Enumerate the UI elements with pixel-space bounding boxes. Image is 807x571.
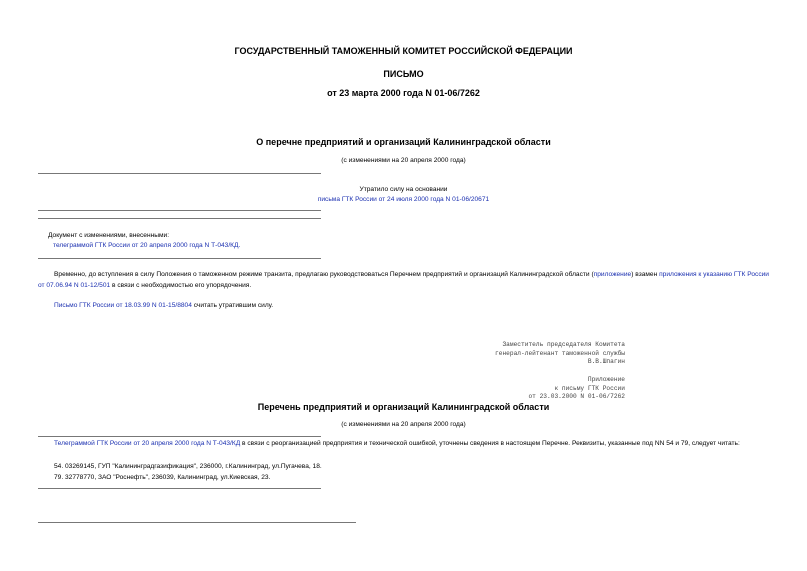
repealed-letter-link[interactable]: Письмо ГТК России от 18.03.99 N 01-15/8804 — [54, 302, 192, 309]
divider — [38, 173, 321, 174]
divider — [38, 218, 321, 219]
signature-block — [495, 341, 625, 367]
appendix-paragraph-text: в связи с реорганизацией предприятия и технической ошибкой, уточнены сведения в настоящем Перечне. Реквизиты, указанные под NN 54 и 79, следует читать: — [240, 440, 740, 447]
appendix-ref-date: от 23.03.2000 N 01-06/7262 — [528, 393, 625, 400]
appendix-item-79: 79. 32778770, ЗАО "Роснефть", 236039, Калининград, ул.Киевская, 23. — [54, 474, 271, 481]
amended-by-text: Документ с изменениями, внесенными: — [48, 232, 170, 239]
appendix-title: Перечень предприятий и организаций Калининградской области — [257, 402, 550, 412]
paragraph-main-text-3: в связи с необходимостью его упорядочения. — [110, 282, 252, 289]
appendix-changes-note: (с изменениями на 20 апреля 2000 года) — [341, 421, 466, 428]
paragraph-repeal-text: считать утратившим силу. — [191, 302, 274, 309]
divider — [38, 522, 356, 523]
doc-date-number: от 23 марта 2000 года N 01-06/7262 — [327, 88, 480, 98]
paragraph-repeal — [54, 300, 273, 311]
lost-force-link[interactable]: письма ГТК России от 24 июля 2000 года N 01-06/20671 — [317, 196, 490, 203]
paragraph-main-text-1: Временно, до вступления в силу Положения о таможенном режиме транзита, предлагаю руководствоваться Перечнем предприятий и организаций Калининградской области ( — [54, 271, 594, 278]
paragraph-main-text-2: ) взамен — [631, 271, 660, 278]
amended-by-link[interactable]: телеграммой ГТК России от 20 апреля 2000 года N Т-043/КД. — [53, 242, 241, 249]
signature-rank: генерал-лейтенант таможенной службы — [495, 349, 625, 357]
appendix-paragraph — [38, 438, 769, 449]
amended-by-block — [53, 242, 240, 249]
appendix-ref-label: Приложение — [587, 376, 625, 383]
changes-note: (с изменениями на 20 апреля 2000 года) — [341, 157, 466, 164]
telegram-link[interactable]: Телеграммой ГТК России от 20 апреля 2000 года N Т-043/КД — [54, 440, 241, 447]
org-title: ГОСУДАРСТВЕННЫЙ ТАМОЖЕННЫЙ КОМИТЕТ РОССИЙСКОЙ ФЕДЕРАЦИИ — [234, 46, 573, 56]
signature-position: Заместитель председателя Комитета — [502, 341, 625, 348]
appendix-link[interactable]: приложение — [593, 271, 632, 278]
divider — [38, 258, 321, 259]
divider — [38, 210, 321, 211]
doc-title: О перечне предприятий и организаций Калининградской области — [256, 137, 551, 147]
signature-name: В.В.Шпагин — [587, 358, 625, 365]
divider — [38, 436, 321, 437]
appendix-ref-to-letter: к письму ГТК России — [554, 384, 625, 392]
doc-type: ПИСЬМО — [383, 69, 424, 79]
appendix-ref-block — [528, 376, 625, 402]
appendix-item-54: 54. 03269145, ГУП "Калининградгазификация", 236000, г.Калининград, ул.Пугачева, 18. — [54, 463, 322, 470]
lost-force-text: Утратило силу на основании — [359, 186, 448, 193]
divider — [38, 488, 321, 489]
paragraph-main — [38, 269, 769, 291]
lost-force-block — [0, 196, 807, 203]
annex-link[interactable]: приложения к указанию ГТК России от 07.06.94 N 01-12/501 — [38, 271, 769, 289]
